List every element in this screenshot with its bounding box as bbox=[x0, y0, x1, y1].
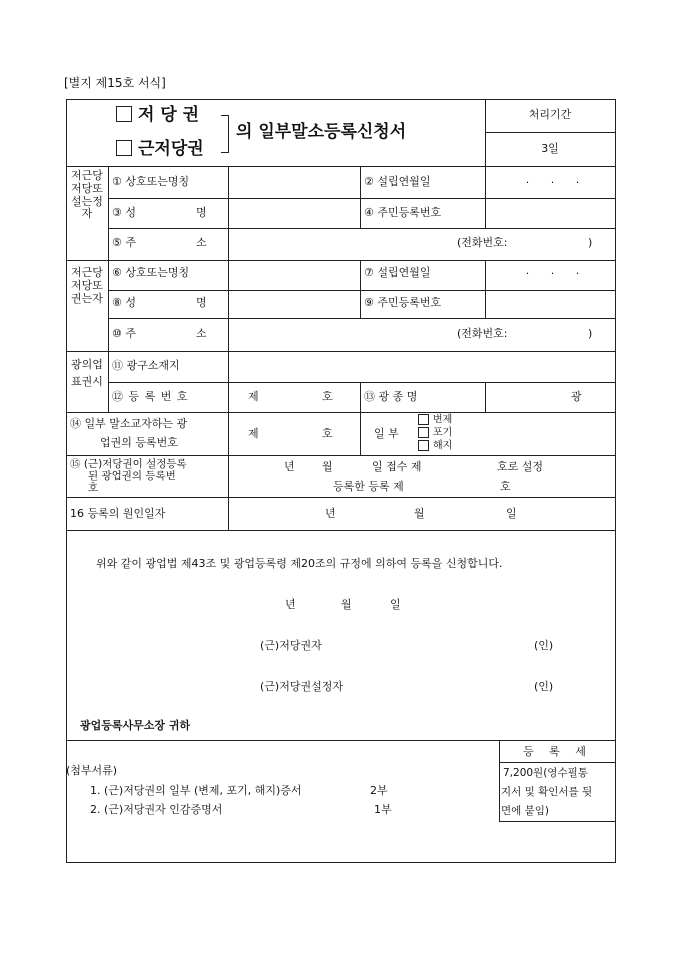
attachments-heading: (첨부서류) bbox=[66, 764, 118, 777]
mortgagee-person-label-b: 명 bbox=[196, 206, 207, 219]
mortgagee-name-field[interactable] bbox=[230, 169, 358, 197]
mortgagor-phone-close: ) bbox=[588, 327, 593, 340]
mortgagee-phone: (전화번호: bbox=[457, 236, 508, 249]
date-month: 월 bbox=[341, 598, 352, 611]
fee-title: 등 록 세 bbox=[523, 745, 592, 758]
attachment-item-2-count: 1부 bbox=[374, 803, 392, 816]
option-waiver[interactable]: 포기 bbox=[418, 427, 452, 440]
signer-mortgagor-label: (근)저당권설정자 bbox=[260, 680, 343, 693]
waiver-checkbox[interactable] bbox=[418, 427, 429, 438]
signer-mortgagee-label: (근)저당권자 bbox=[260, 639, 322, 652]
partial-label-line1: ⑭ 일부 말소교자하는 광 bbox=[70, 417, 188, 430]
mining-regno-suffix: 호 bbox=[322, 390, 333, 403]
date-day: 일 bbox=[390, 598, 401, 611]
mining-mineral-suffix: 광 bbox=[571, 390, 582, 403]
establish-set: 호로 설정 bbox=[497, 460, 544, 473]
mortgagee-addr-label-b: 소 bbox=[196, 236, 207, 249]
mortgagor-person-label-a: ⑧ 성 bbox=[112, 296, 136, 309]
mortgagor-person-label-b: 명 bbox=[196, 296, 207, 309]
addressee: 광업등록사무소장 귀하 bbox=[80, 719, 191, 732]
partial-part-label: 일 부 bbox=[374, 427, 399, 440]
mortgagee-person-field[interactable] bbox=[230, 200, 358, 226]
fee-line3: 면에 붙임) bbox=[501, 805, 550, 817]
fee-line2: 지서 및 확인서를 뒷 bbox=[501, 786, 593, 798]
form-label: [별지 제15호 서식] bbox=[64, 76, 166, 90]
mining-regno-label: ⑫ 등 록 번 호 bbox=[112, 390, 189, 403]
attachment-item-1: 1. (근)저당권의 일부 (변제, 포기, 해지)증서 bbox=[90, 784, 302, 797]
processing-label: 처리기간 bbox=[528, 108, 572, 121]
cause-label: 16 등록의 원인일자 bbox=[70, 507, 166, 520]
declaration-text: 위와 같이 광업법 제43조 및 광업등록령 제20조의 규정에 의하여 등록을 신청합니다. bbox=[96, 557, 503, 570]
option-repayment[interactable]: 변제 bbox=[418, 414, 452, 427]
signer-mortgagor-seal[interactable]: (인) bbox=[534, 680, 554, 693]
attachment-item-1-count: 2부 bbox=[370, 784, 388, 797]
mortgage-checkbox[interactable] bbox=[116, 106, 132, 122]
processing-value: 3일 bbox=[541, 142, 559, 155]
mining-regno-prefix: 제 bbox=[248, 390, 259, 403]
page-title: 의 일부말소등록신청서 bbox=[236, 122, 407, 142]
establish-year: 년 bbox=[284, 460, 295, 473]
title-option-mortgage[interactable]: 저 당 권 bbox=[116, 106, 199, 126]
partial-options bbox=[418, 414, 452, 453]
mortgagee-addr-label-a: ⑤ 주 bbox=[112, 236, 136, 249]
partial-label-line2: 업권의 등록번호 bbox=[100, 436, 178, 449]
mortgagor-name-label: ⑥ 상호또는명칭 bbox=[112, 266, 190, 279]
mortgagor-name-field[interactable] bbox=[230, 262, 358, 288]
option-termination[interactable]: 해지 bbox=[418, 440, 452, 453]
mortgagee-name-label: ① 상호또는명칭 bbox=[112, 175, 190, 188]
mining-location-label: ⑪ 광구소재지 bbox=[112, 359, 180, 372]
partial-suffix: 호 bbox=[322, 427, 333, 440]
title-bracket bbox=[221, 115, 229, 153]
mortgagor-phone: (전화번호: bbox=[457, 327, 508, 340]
mortgagee-address-field[interactable] bbox=[230, 230, 452, 258]
establish-label: ⑮ (근)저당권이 설정등록 된 광업권의 등록번 호 bbox=[70, 458, 187, 494]
establish-ho: 호 bbox=[500, 480, 511, 493]
mortgagor-founding-label: ⑦ 설립연월일 bbox=[364, 266, 431, 279]
mining-location-field[interactable] bbox=[230, 353, 614, 380]
title-option-root-mortgage[interactable]: 근저당권 bbox=[116, 140, 204, 160]
cause-day: 일 bbox=[506, 507, 517, 520]
mortgagor-address-field[interactable] bbox=[230, 320, 452, 349]
mortgagor-person-field[interactable] bbox=[230, 292, 358, 316]
date-year: 년 bbox=[285, 598, 296, 611]
fee-line1: 7,200원(영수필통 bbox=[503, 767, 588, 779]
cause-month: 월 bbox=[414, 507, 425, 520]
mortgagee-side-label: 저근당저당또설는정자 bbox=[71, 169, 103, 221]
mining-mineral-label: ⑬ 광 종 명 bbox=[364, 390, 418, 403]
mortgagee-idno-label: ④ 주민등록번호 bbox=[364, 206, 442, 219]
mortgagor-founding-value: . . . bbox=[525, 264, 580, 277]
mortgagee-founding-value: . . . bbox=[525, 173, 580, 186]
mortgagee-person-label-a: ③ 성 bbox=[112, 206, 136, 219]
root-mortgage-checkbox[interactable] bbox=[116, 140, 132, 156]
partial-prefix: 제 bbox=[248, 427, 259, 440]
mortgagor-addr-label-b: 소 bbox=[196, 327, 207, 340]
mortgagor-idno-label: ⑨ 주민등록번호 bbox=[364, 296, 442, 309]
mining-side-label: 광의업표권시 bbox=[71, 358, 103, 388]
mortgagor-addr-label-a: ⑩ 주 bbox=[112, 327, 136, 340]
mortgagee-phone-close: ) bbox=[588, 236, 593, 249]
mortgagor-side-label: 저근당저당또권는자 bbox=[71, 266, 103, 305]
cause-year: 년 bbox=[325, 507, 336, 520]
mortgagee-founding-label: ② 설립연월일 bbox=[364, 175, 431, 188]
signer-mortgagee-seal[interactable]: (인) bbox=[534, 639, 554, 652]
establish-receipt: 일 접수 제 bbox=[372, 460, 422, 473]
attachment-item-2: 2. (근)저당권자 인감증명서 bbox=[90, 803, 223, 816]
establish-month: 월 bbox=[322, 460, 333, 473]
repayment-checkbox[interactable] bbox=[418, 414, 429, 425]
termination-checkbox[interactable] bbox=[418, 440, 429, 451]
establish-registered: 등록한 등록 제 bbox=[333, 480, 404, 493]
